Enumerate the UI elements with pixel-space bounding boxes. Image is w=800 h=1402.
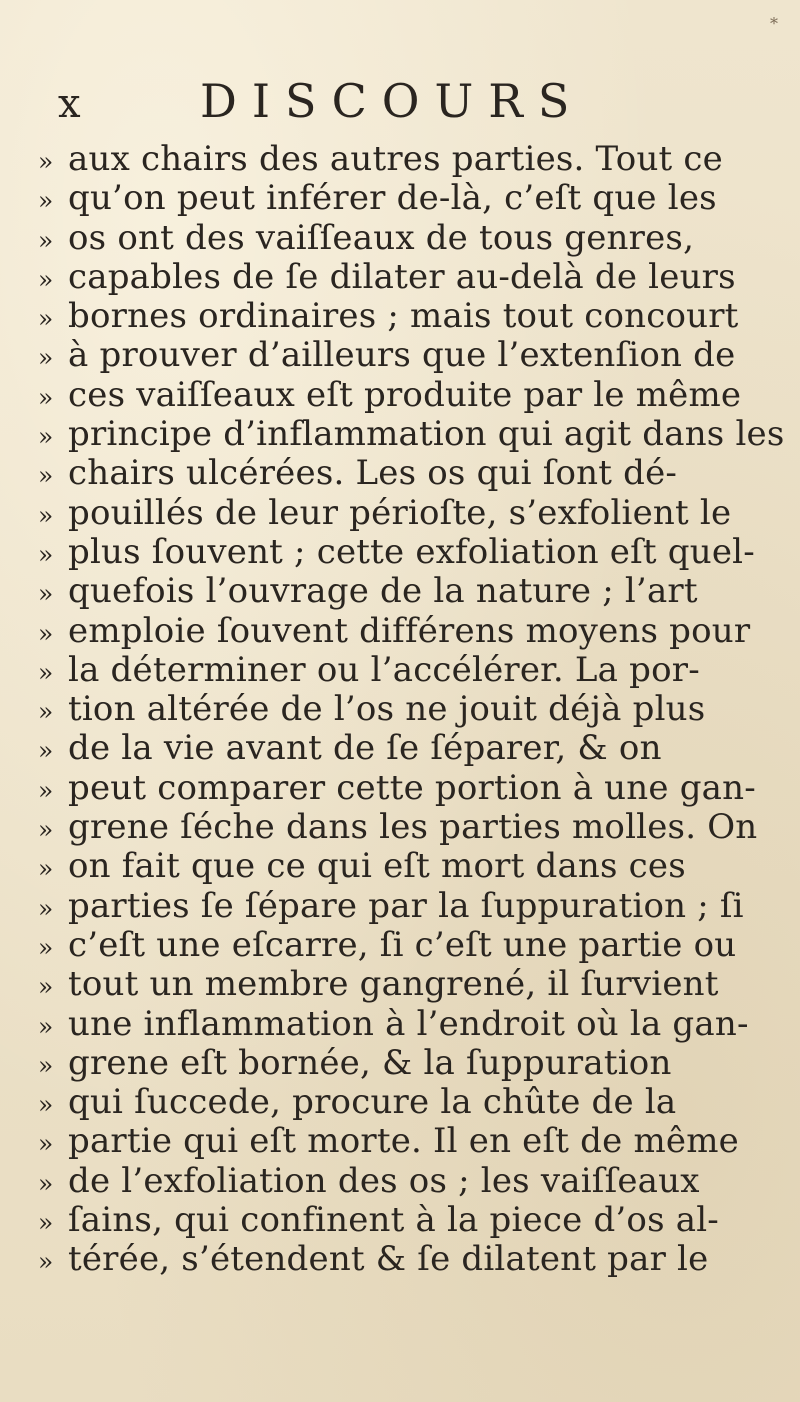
text-line [38, 1162, 788, 1201]
line-text: pouillés de leur périoſte, s’exfolient le [68, 492, 732, 533]
line-text: quefois l’ouvrage de la nature ; l’art [68, 571, 698, 612]
quote-mark: » [38, 775, 54, 805]
quote-mark: » [38, 147, 54, 176]
text-line [38, 140, 788, 179]
line-text: la déterminer ou l’accélérer. La por- [68, 649, 700, 690]
text-line [38, 1044, 788, 1083]
running-title: DISCOURS [200, 74, 585, 128]
quote-mark: » [38, 932, 54, 962]
text-line [38, 887, 788, 926]
line-text: on fait que ce qui eſt mort dans ces [68, 846, 686, 887]
body-text [38, 140, 788, 1280]
text-line [38, 651, 788, 690]
line-text: une inflammation à l’endroit où la gan- [68, 1003, 749, 1044]
line-text: térée, s’étendent & ſe dilatent par le [68, 1239, 709, 1280]
line-text: parties ſe ſépare par la ſuppuration ; ſi [68, 885, 744, 926]
quote-mark: » [38, 618, 54, 648]
line-text: capables de ſe dilater au-delà de leurs [68, 256, 736, 297]
quote-mark: » [38, 225, 54, 255]
line-text: tion altérée de l’os ne jouit déjà plus [68, 689, 706, 730]
line-text: ſains, qui confinent à la piece d’os al- [68, 1200, 719, 1241]
line-text: qui ſuccede, procure la chûte de la [68, 1082, 677, 1123]
quote-mark: » [38, 1050, 54, 1080]
quote-mark: » [38, 736, 54, 766]
quote-mark: » [38, 304, 54, 334]
quote-mark: » [38, 1168, 54, 1198]
text-line [38, 258, 788, 297]
text-line [38, 454, 788, 493]
text-line [38, 690, 788, 729]
line-text: os ont des vaiſſeaux de tous genres, [68, 217, 695, 258]
line-text: bornes ordinaires ; mais tout concourt [68, 296, 739, 337]
text-line [38, 612, 788, 651]
text-line [38, 729, 788, 768]
text-line [38, 769, 788, 808]
text-line [38, 1201, 788, 1240]
quote-mark: » [38, 1129, 54, 1159]
page-number: x [58, 81, 81, 127]
quote-mark: » [38, 815, 54, 845]
quote-mark: » [38, 539, 54, 569]
line-text: grene ſéche dans les parties molles. On [68, 807, 758, 848]
corner-mark: * [770, 14, 778, 33]
quote-mark: » [38, 264, 54, 294]
page-header [0, 72, 800, 132]
quote-mark: » [38, 1090, 54, 1120]
line-text: partie qui eſt morte. Il en eſt de même [68, 1121, 739, 1162]
quote-mark: » [38, 422, 54, 452]
text-line [38, 376, 788, 415]
line-text: à prouver d’ailleurs que l’extenſion de [68, 335, 736, 376]
line-text: plus ſouvent ; cette exfoliation eſt quel- [68, 531, 755, 572]
text-line [38, 847, 788, 886]
quote-mark: » [38, 500, 54, 530]
quote-mark: » [38, 1208, 54, 1238]
quote-mark: » [38, 854, 54, 884]
text-line [38, 1240, 788, 1279]
text-line [38, 1122, 788, 1161]
text-line [38, 179, 788, 218]
line-text: aux chairs des autres parties. Tout ce [68, 139, 723, 179]
line-text: chairs ulcérées. Les os qui ſont dé- [68, 453, 678, 494]
quote-mark: » [38, 657, 54, 687]
line-text: qu’on peut inférer de-là, c’eſt que les [68, 178, 717, 219]
quote-mark: » [38, 382, 54, 412]
quote-mark: » [38, 697, 54, 727]
text-line [38, 572, 788, 611]
line-text: de l’exfoliation des os ; les vaiſſeaux [68, 1160, 700, 1201]
text-line [38, 1083, 788, 1122]
text-line [38, 1005, 788, 1044]
quote-mark: » [38, 579, 54, 609]
text-line [38, 336, 788, 375]
line-text: de la vie avant de ſe ſéparer, & on [68, 728, 662, 769]
quote-mark: » [38, 972, 54, 1002]
line-text: tout un membre gangrené, il ſurvient [68, 964, 719, 1005]
line-text: principe d’inflammation qui agit dans les [68, 414, 785, 455]
text-line [38, 533, 788, 572]
text-line [38, 297, 788, 336]
quote-mark: » [38, 1247, 54, 1277]
line-text: emploie ſouvent différens moyens pour [68, 610, 751, 651]
line-text: peut comparer cette portion à une gan- [68, 767, 756, 808]
text-line [38, 926, 788, 965]
line-text: c’eſt une eſcarre, ſi c’eſt une partie ou [68, 924, 737, 965]
quote-mark: » [38, 186, 54, 216]
quote-mark: » [38, 461, 54, 491]
text-line [38, 494, 788, 533]
text-line [38, 219, 788, 258]
line-text: ces vaiſſeaux eſt produite par le même [68, 374, 742, 415]
line-text: grene eſt bornée, & la ſuppuration [68, 1042, 672, 1083]
text-line [38, 415, 788, 454]
quote-mark: » [38, 343, 54, 373]
quote-mark: » [38, 893, 54, 923]
text-line [38, 965, 788, 1004]
text-line [38, 808, 788, 847]
quote-mark: » [38, 1011, 54, 1041]
